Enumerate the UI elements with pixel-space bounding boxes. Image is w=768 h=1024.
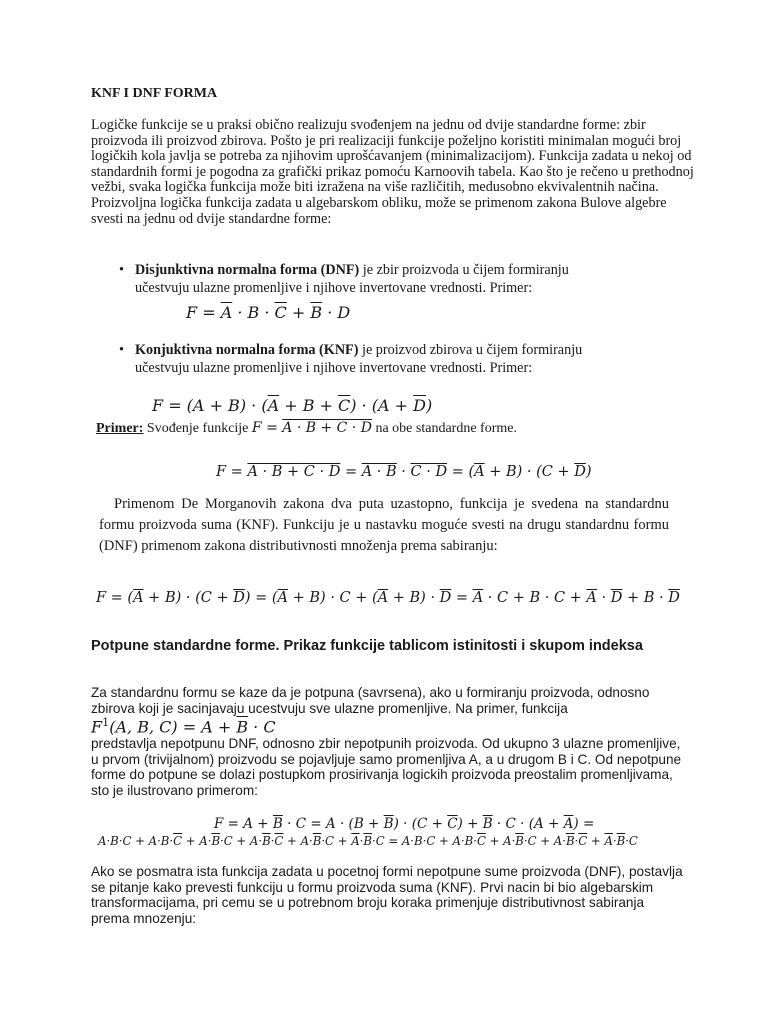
formula-knf-example: $F = (A + B) \cdot (\overline{A} + B + \overline{C}) \cdot (A + \overline{D})$ [152,396,433,415]
intro-paragraph: Logičke funkcije se u praksi obično realizuju svođenjem na jednu od dvije standardne forme: zbir proizvoda ili proizvod zbirova. Pošto je pri realizaciji funkcije poželjno koristiti minimalan mogući broj logičkih kola javlja se potreba za njihovim uprošćavanjem (minimalizacijom). Funkcija zadata u nekoj od standardnih formi je pogodna za grafički prikaz pomoću Karnoovih tabela. Kao što je rečeno u prethodnoj vežbi, svaka logička funkcija može biti izražena na više različitih, medusobno ekvivalentnih načina. Proizvoljna logička funkcija zadata u algebarskom obliku, može se primenom zakona Bulove algebre svesti na jednu od dvije standardne forme: [91,117,694,227]
potpune-paragraph-2: predstavlja nepotpunu DNF, odnosno zbir nepotpunih proizvoda. Od ukupno 3 ulazne promenljive, u prvom (trivijalnom) proizvodu se pojavljuje samo promenljiva A, a u drugom B i C. Od nepotpune forme do potpune se dolazi postupkom prosirivanja logickih proizvoda preostalim promenljivama, sto je ilustrovano primerom: [91,736,682,798]
bullet-dot: • [119,342,124,358]
primer-label: Primer: [96,421,144,436]
formula-dnf-example: $F = \overline{A} \cdot B \cdot \overline{C} + \overline{B} \cdot D$ [186,303,351,322]
primer-formula: F = A · B + C · D [251,420,372,436]
knf-term: Konjuktivna normalna forma (KNF) [135,342,359,358]
potpune-paragraph-1: Za standardnu formu se kaze da je potpuna (savrsena), ako u formiranju proizvoda, odnosno zbirova koji je sacinjavaju ucestvuju sve ulazne promenljive. Na primer, funkcija [91,685,650,716]
demorgan-paragraph: Primenom De Morganovih zakona dva puta uzastopno, funkcija je svedena na standardnu formu proizvoda suma (KNF). Funkciju je u nastavku moguće svesti na drugu standardnu formu (DNF) primenom zakona distributivnosti množenja prema sabiranju: [99,496,669,554]
primer-text: Svođenje funkcije [143,421,252,436]
knf-definition: je proizvod zbirova u čijem formiranju učestvuju ulazne promenljive i njihove invertovane vrednosti. Primer: [135,342,583,376]
formula-demorgan: $F = A \cdot B + C \cdot D = A \cdot B \cdot C \cdot D = (\overline{A} + B) \cdot (C + \overline{D})$ [216,464,592,480]
bullet-dnf [119,261,616,297]
bullet-dot: • [119,262,124,278]
bullet-knf [119,341,616,377]
dnf-term: Disjunktivna normalna forma (DNF) [135,262,360,278]
primer-text-end: na obe standardne forme. [371,421,517,436]
formula-f1: $F^1(A$, B, $C) = A + \overline{B} \cdot C$ [91,716,276,737]
formula-expansion-line1: $F = A + \overline{B} \cdot C = A \cdot (B + \overline{B}) \cdot (C + \overline{C}) + \overline{B} \cdot C \cdot (A + \overline{A})$ = [214,816,595,832]
last-paragraph: Ako se posmatra ista funkcija zadata u pocetnoj formi nepotpune sume proizvoda (DNF), postavlja se pitanje kako prevesti funkciju u formu proizvoda suma (KNF). Prvi nacin bi bio algebarskim transformacijama, pri cemu se u potrebnom broju koraka primenjuje distributivnost sabiranja prema mnozenju: [91,864,683,926]
formula-distributive: $F = (\overline{A} + B) \cdot (C + \overline{D}) = (\overline{A} + B) \cdot C + (\overline{A} + B) \cdot \overline{D} = \overline{A} \cdot C + B \cdot C + \overline{A} \cdot \overline{D} + B \cdot \overline{D}$ [96,590,680,606]
dnf-definition: je zbir proizvoda u čijem formiranju učestvuju ulazne promenljive i njihove invertovane vrednosti. Primer: [135,262,569,296]
formula-expansion-line2: $A\cdot B\cdot C + A\cdot B\cdot\overline{C} + A\cdot\overline{B}\cdot C + A\cdot\overline{B}\cdot\overline{C} + A\cdot\overline{B}\cdot C + \overline{A}\cdot\overline{B}\cdot C = A\cdot B\cdot C + A\cdot B\cdot\overline{C} + A\cdot\overline{B}\cdot C + A\cdot\overline{B}\cdot\overline{C} + \overline{A}\cdot\overline{B}\cdot C$ [98,834,638,848]
primer-line [96,420,517,437]
page-title: KNF I DNF FORMA [91,86,218,101]
section-title: Potpune standardne forme. Prikaz funkcije tablicom istinitosti i skupom indeksa [91,638,643,654]
